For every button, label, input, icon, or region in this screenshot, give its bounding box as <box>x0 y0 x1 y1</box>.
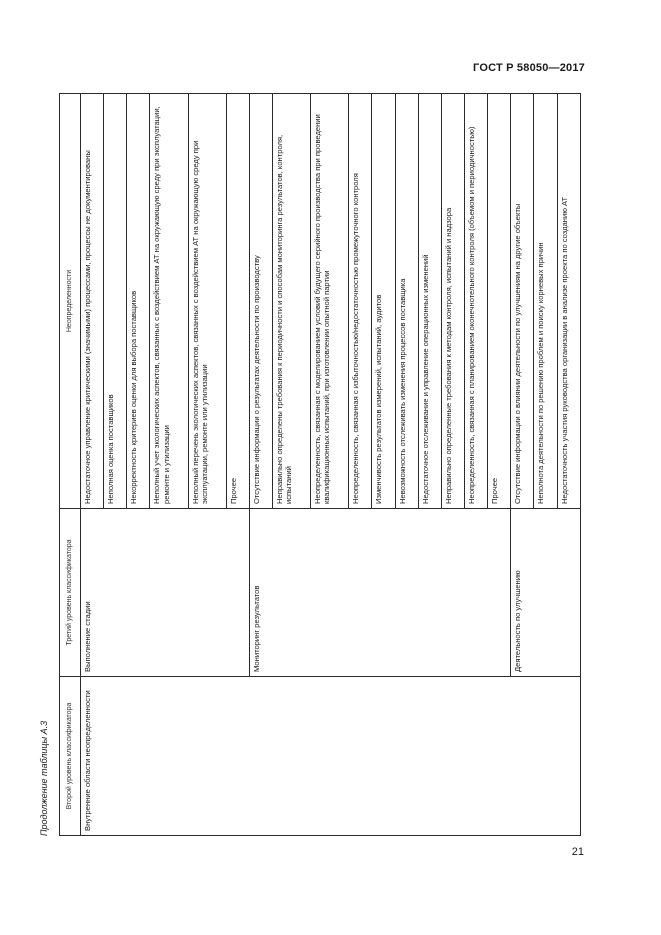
table-caption: Продолжение таблицы А.3 <box>39 720 49 836</box>
uncertainty-cell: Прочее <box>226 94 249 509</box>
level2-cell: Внутренние области неопределенности <box>81 677 581 836</box>
uncertainty-cell: Неполная оценка поставщиков <box>104 94 127 509</box>
uncertainty-cell: Недостаточное отслеживание и управление операционных изменений <box>418 94 441 509</box>
table-row <box>81 94 104 836</box>
uncertainty-cell: Неполный учет экологических аспектов, связанных с воздействием АТ на окружающую среду при эксплуатации, ремонте и утилизации <box>150 94 188 509</box>
uncertainty-cell: Неполный перечень экологических аспектов, связанных с воздействием АТ на окружающую среду при эксплуатации, ремонте или утилизации <box>188 94 226 509</box>
uncertainty-cell: Неполнота деятельности по решению проблем и поиску корневых причин <box>534 94 557 509</box>
uncertainty-cell: Неопределенность, связанная с планированием оконечнотельного контроля (объемом и периодичностью) <box>465 94 488 509</box>
rotated-table-container <box>59 94 581 836</box>
header-uncertainties: Неопределенности <box>60 94 81 509</box>
header-level2: Второй уровень классификатора <box>60 677 81 836</box>
page-number: 21 <box>571 846 584 858</box>
level3-cell-improvement: Деятельность по улучшению <box>511 509 581 677</box>
uncertainty-cell: Изменчивость результатов измерений, испытаний, аудитов <box>372 94 395 509</box>
uncertainty-cell: Неправильно определены требования к периодичности и способам мониторинга результатов, контроля, испытаний <box>273 94 311 509</box>
uncertainty-cell: Неопределенность, связанная с моделированием условий будущего серийного производства при проведении квалификационных испытаний, при изготовлении опытной партии <box>311 94 349 509</box>
uncertainty-cell: Прочее <box>488 94 511 509</box>
level3-cell-monitoring: Мониторинг результатов <box>249 509 510 677</box>
uncertainty-cell: Неправильно определенные требования к методам контроля, испытаний и надзора <box>441 94 464 509</box>
uncertainty-cell: Недостаточное управление критическими (значимыми) процессами, процессы не документированы <box>81 94 104 509</box>
uncertainty-table <box>59 93 581 836</box>
uncertainty-cell: Невозможность отслеживать изменения процессов поставщика <box>395 94 418 509</box>
table-header-row <box>60 94 81 836</box>
uncertainty-cell: Недостаточность участия руководства организации в анализе проекта по созданию АТ <box>557 94 580 509</box>
header-level3: Третий уровень классификатора <box>60 509 81 677</box>
uncertainty-cell: Неопределенность, связанная с избыточностью/недостаточностью промежуточного контроля <box>349 94 372 509</box>
uncertainty-cell: Отсутствие информации о результатах деятельности по производству <box>249 94 272 509</box>
uncertainty-cell: Отсутствие информации о влиянии деятельности по улучшениям на другие объекты <box>511 94 534 509</box>
document-standard-header: ГОСТ Р 58050—2017 <box>473 62 585 74</box>
uncertainty-cell: Некорректность критериев оценки для выбора поставщиков <box>127 94 150 509</box>
level3-cell-execution: Выполнение стадии <box>81 509 250 677</box>
